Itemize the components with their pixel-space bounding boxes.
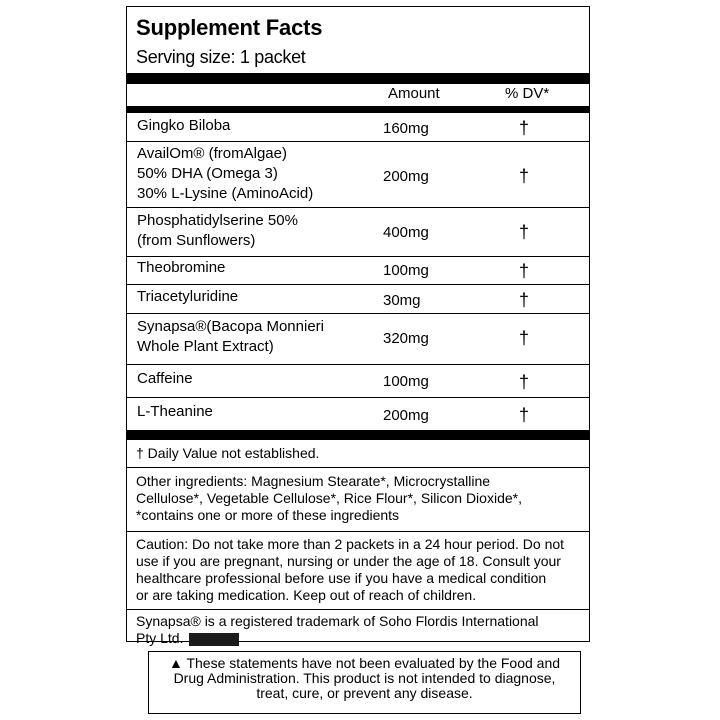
nutrient-amount: 100mg bbox=[383, 262, 429, 279]
nutrient-amount: 30mg bbox=[383, 292, 421, 309]
nutrient-name: L-Theanine bbox=[137, 403, 213, 420]
nutrient-amount: 400mg bbox=[383, 224, 429, 241]
header-dv: % DV* bbox=[505, 85, 550, 102]
nutrient-row bbox=[127, 314, 589, 364]
nutrient-name: AvailOm® (fromAlgae) 50% DHA (Omega 3) 30% L-Lysine (AminoAcid) bbox=[137, 145, 314, 202]
nutrient-amount: 100mg bbox=[383, 373, 429, 390]
dv-dagger: † bbox=[519, 290, 530, 310]
serving-size: Serving size: 1 packet bbox=[136, 47, 306, 67]
trademark-text: Synapsa® is a registered trademark of Soho Flordis International Pty Ltd. bbox=[136, 613, 539, 646]
nutrient-row bbox=[127, 285, 589, 313]
section-divider bbox=[127, 609, 589, 610]
nutrient-row bbox=[127, 257, 589, 284]
nutrient-name: Gingko Biloba bbox=[137, 117, 231, 134]
nutrient-row bbox=[127, 142, 589, 207]
dv-note: † Daily Value not established. bbox=[136, 445, 320, 461]
other-ingredients: Other ingredients: Magnesium Stearate*, Microcrystalline Cellulose*, Vegetable Cellulose*, Rice Flour*, Silicon Dioxide*, *contains one or more of these ingredients bbox=[136, 473, 522, 523]
fda-disclaimer: ▲ These statements have not been evaluated by the Food and Drug Administration. This product is not intended to diagnose, treat, cure, or prevent any disease. bbox=[148, 651, 581, 714]
caution-text: Caution: Do not take more than 2 packets in a 24 hour period. Do not use if you are pregnant, nursing or under the age of 18. Consult your healthcare professional before use if you have a medical condition or are taking medication. Keep out of reach of children. bbox=[136, 536, 565, 603]
thick-divider-header bbox=[127, 106, 589, 113]
nutrient-amount: 160mg bbox=[383, 120, 429, 137]
redacted-block bbox=[189, 633, 239, 646]
dv-dagger: † bbox=[519, 222, 530, 242]
section-divider bbox=[127, 531, 589, 532]
header-amount: Amount bbox=[388, 85, 440, 102]
nutrient-amount: 200mg bbox=[383, 168, 429, 185]
panel-title: Supplement Facts bbox=[136, 15, 323, 40]
nutrient-name: Synapsa®(Bacopa Monnieri Whole Plant Extract) bbox=[137, 318, 324, 355]
dv-dagger: † bbox=[519, 405, 530, 425]
dv-dagger: † bbox=[519, 372, 530, 392]
nutrient-row bbox=[127, 113, 589, 141]
dv-dagger: † bbox=[519, 166, 530, 186]
thick-divider-bottom bbox=[127, 430, 589, 440]
nutrient-name: Triacetyluridine bbox=[137, 288, 239, 305]
nutrient-name: Phosphatidylserine 50% (from Sunflowers) bbox=[137, 212, 298, 249]
nutrient-row bbox=[127, 398, 589, 430]
nutrient-row bbox=[127, 365, 589, 397]
thick-divider-top bbox=[127, 73, 589, 84]
nutrient-row bbox=[127, 208, 589, 256]
dv-dagger: † bbox=[519, 328, 530, 348]
supplement-facts-panel bbox=[126, 6, 590, 646]
nutrient-name: Caffeine bbox=[137, 370, 193, 387]
nutrient-amount: 200mg bbox=[383, 407, 429, 424]
dv-dagger: † bbox=[519, 118, 530, 138]
section-divider bbox=[127, 467, 589, 468]
dv-dagger: † bbox=[519, 261, 530, 281]
nutrient-name: Theobromine bbox=[137, 259, 226, 276]
nutrient-amount: 320mg bbox=[383, 330, 429, 347]
